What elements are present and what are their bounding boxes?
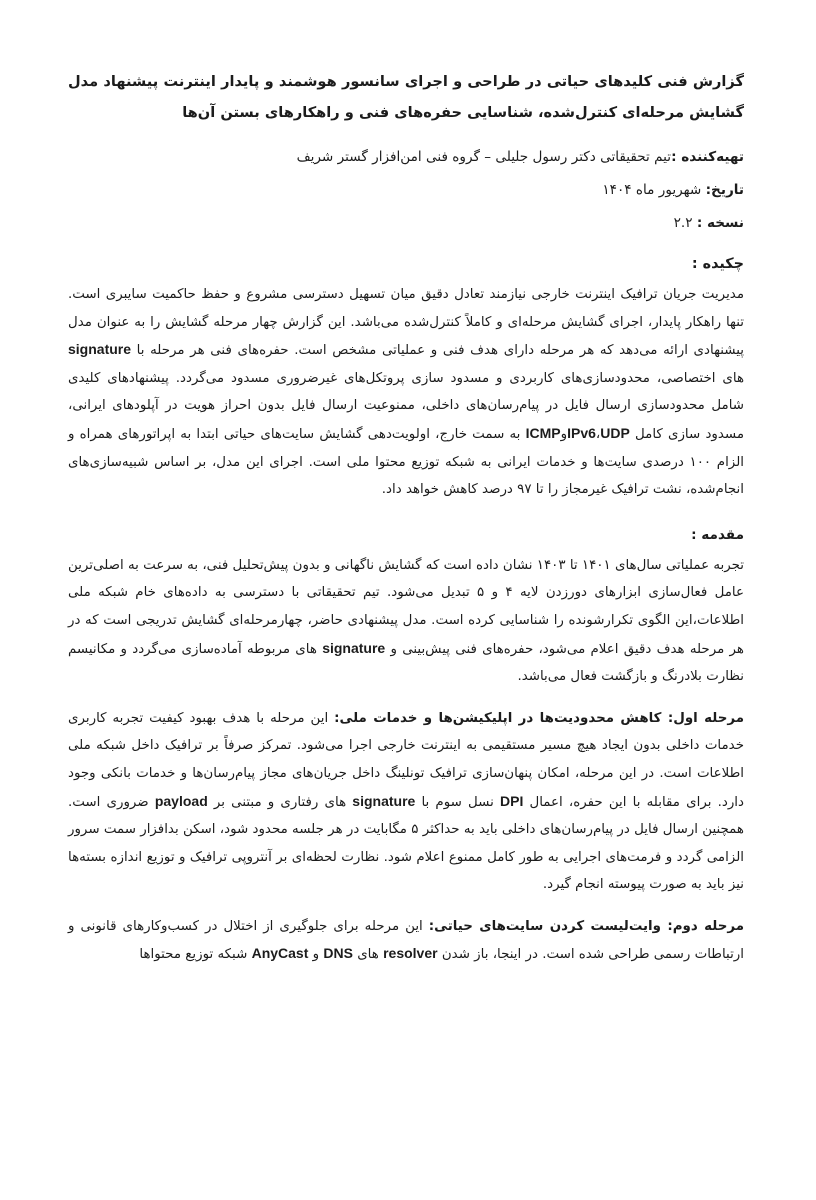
date-value: شهریور ماه ۱۴۰۴ [602,182,702,198]
stage1-term-dpi: DPI [500,792,524,809]
date-label: تاریخ: [705,182,744,198]
intro-paragraph [68,552,744,691]
intro-term-signature: signature [322,639,386,656]
abstract-term-ipv6: IPv6 [567,424,596,441]
abstract-sep-1: ، [595,426,601,442]
stage1-term-payload: payload [154,792,208,809]
abstract-term-udp: UDP [600,424,630,441]
preparer-label: تهیه‌کننده : [671,149,744,165]
stage1-text-3: های رفتاری و مبتنی بر [213,794,347,810]
version-line [68,212,744,235]
intro-heading: مقدمه : [691,526,744,543]
stage1-text-2: نسل سوم با [421,794,494,810]
preparer-line [68,146,744,169]
abstract-heading: چکیده : [691,256,744,272]
stage2-text-4: شبکه توزیع محتواها [139,947,248,963]
stage1-paragraph [68,705,744,899]
abstract-paragraph [68,281,744,504]
stage1-term-signature: signature [352,792,416,809]
intro-text-2: های مربوطه آماده‌سازی می‌گردد و مکانیسم نظارت بلادرنگ و بازگشت فعال می‌باشد. [68,641,744,685]
stage2-heading: مرحله دوم: وایت‌لیست کردن سایت‌های حیاتی: [428,918,744,934]
stage2-text-2: های [357,947,379,963]
abstract-sep-2: و [560,426,568,442]
intro-text-1: تجربه عملیاتی سال‌های ۱۴۰۱ تا ۱۴۰۳ نشان داده است که گشایش ناگهانی و بدون پیش‌تحلیل فنی، به سرعت به اصلی‌ترین عامل فعال‌سازی ابزارهای دورزدن لایه ۴ و ۵ تبدیل می‌شود. تیم تحقیقاتی با دسترسی به داده‌های خام شبکه ملی اطلاعات،این الگوی تکرارشونده را شناسایی کرده است. مدل پیشنهادی حاضر، چهارمرحله‌ای گشایش تدریجی است که در هر مرحله هدف دقیق اعلام می‌شود، حفره‌های فنی پیش‌بینی و [68,557,744,657]
stage1-text-1: این مرحله با هدف بهبود کیفیت تجربه کاربری خدمات داخلی بدون ایجاد هیچ مسیر مستقیمی به اینترنت خارجی اجرا می‌شود. تمرکز صرفاً بر ترافیک داخل شبکه ملی اطلاعات است. در این مرحله، امکان پنهان‌سازی ترافیک تونلینگ داخل جریان‌های مجاز پیام‌رسان‌ها و خدمات بانکی وجود دارد. برای مقابله با این حفره، اعمال [68,710,744,810]
abstract-term-icmp: ICMP [525,424,561,441]
stage1-text-4: ضروری است. همچنین ارسال فایل در پیام‌رسان‌های داخلی باید به حداکثر ۵ مگابایت در هر جلسه محدود شود، اسکن بدافزار سمت سرور الزامی گردد و فرمت‌های اجرایی به طور کامل ممنوع اعلام شود. نظارت لحظه‌ای بر آنتروپی ترافیک و توزیع اندازه بسته‌ها نیز باید به صورت پیوسته انجام گیرد. [68,794,744,893]
abstract-text-1: مدیریت جریان ترافیک اینترنت خارجی نیازمند تعادل دقیق میان تسهیل دسترسی مشروع و حفظ حاکمیت سایبری است. تنها راهکار پایدار، اجرای گشایش مرحله‌ای و کاملاً کنترل‌شده می‌باشد. این گزارش چهار مرحله گشایش را به عنوان مدل پیشنهادی ارائه می‌دهد که هر مرحله دارای هدف فنی و عملیاتی مشخص است. حفره‌های فنی هر مرحله با [68,287,744,359]
document-title: گزارش فنی کلیدهای حیاتی در طراحی و اجرای سانسور هوشمند و پایدار اینترنت پیشنهاد مدل گشایش مرحله‌ای کنترل‌شده، شناسایی حفره‌های فنی و راهکارهای بستن آن‌ها [68,73,744,121]
stage2-term-dns: DNS [323,945,353,962]
version-value: ۲.۲ [673,215,693,231]
stage2-term-resolver: resolver [383,945,438,962]
stage1-heading: مرحله اول: کاهش محدودیت‌ها در اپلیکیشن‌ها و خدمات ملی: [334,710,744,726]
abstract-term-signature: signature [68,341,132,358]
stage2-text-1: این مرحله برای جلوگیری از اختلال در کسب‌وکارهای قانونی و ارتباطات رسمی طراحی شده است. در اینجا، باز شدن [68,918,744,963]
abstract-text-2: های اختصاصی، محدودسازی‌های کاربردی و مسدود سازی پروتکل‌های غیرضروری مسدود می‌گردد. پیشنهادهای کلیدی شامل محدودسازی ارسال فایل در پیام‌رسان‌های داخلی، ممنوعیت ارسال فایل بدون احراز هویت در آپلودهای ایرانی، مسدود سازی کامل [68,370,745,442]
stage2-text-3: و [312,947,320,963]
preparer-value: تیم تحقیقاتی دکتر رسول جلیلی – گروه فنی امن‌افزار گستر شریف [296,149,672,165]
stage2-paragraph [68,913,744,969]
date-line [68,179,744,202]
stage2-term-anycast: AnyCast [251,945,309,962]
version-label: نسخه : [696,215,744,231]
abstract-text-3: به سمت خارج، اولویت‌دهی گشایش سایت‌های حیاتی ابتدا به اپراتورهای همراه و الزام ۱۰۰ درصدی سایت‌ها و خدمات ایرانی به شبکه توزیع محتوا ملی است. اجرای این مدل، بر اساس شبیه‌سازی‌های انجام‌شده، نشت ترافیک غیرمجاز را تا ۹۷ درصد کاهش خواهد داد. [68,426,744,498]
